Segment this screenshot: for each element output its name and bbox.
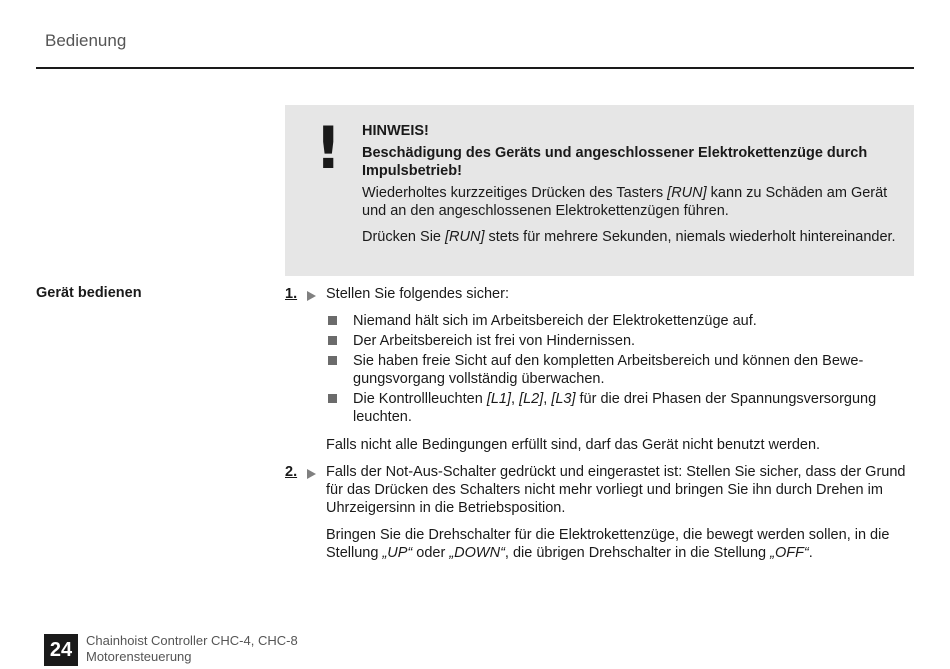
run-key: [RUN] — [445, 229, 485, 245]
run-key: [RUN] — [667, 185, 707, 201]
step-text: Falls der Not-Aus-Schalter gedrückt und eingerastet ist: Stellen Sie sicher, dass der Grund für das Drücken des Schalters nicht mehr vorliegt und bringen Sie ihn durch Drehen im Uhrzeigersinn in die Betriebsposition. — [326, 464, 906, 516]
square-bullet-icon — [328, 316, 337, 325]
notice-paragraph-2: Drücken Sie [RUN] stets für mehrere Sekunden, niemals wiederholt hintereinander. — [362, 229, 896, 245]
page-number: 24 — [44, 634, 78, 666]
step-text: Stellen Sie folgendes sicher: — [326, 286, 509, 302]
notice-title: HINWEIS! — [362, 123, 429, 139]
step-followup: Falls nicht alle Bedingungen erfüllt sind, darf das Gerät nicht benutzt werden. — [326, 437, 821, 453]
list-item: Die Kontrollleuchten [L1], [L2], [L3] für die drei Phasen der Spannungsversorgung leuchten. — [326, 390, 915, 426]
step-number: 1. — [285, 286, 298, 302]
notice-box — [285, 105, 914, 276]
step-arrow-icon — [307, 469, 316, 479]
header-rule — [36, 67, 914, 69]
footer-product: Chainhoist Controller CHC-4, CHC-8 — [86, 633, 298, 648]
step-1 — [285, 285, 915, 454]
bullet-list — [326, 312, 915, 426]
step-paragraph: Bringen Sie die Drehschalter für die Elektrokettenzüge, die bewegt werden sollen, in die Stellung „UP“ oder „DOWN“, die übrigen Drehschalter in die Stellung „OFF“. — [326, 527, 890, 561]
steps — [285, 285, 915, 571]
step-number: 2. — [285, 464, 298, 480]
list-item: Der Arbeitsbereich ist frei von Hindernissen. — [326, 332, 915, 350]
list-item: Niemand hält sich im Arbeitsbereich der Elektrokettenzüge auf. — [326, 312, 915, 330]
square-bullet-icon — [328, 394, 337, 403]
notice-text — [362, 122, 897, 254]
list-item: Sie haben freie Sicht auf den kompletten Arbeitsbereich und können den Bewegungsvorgang vollständig überwachen. — [326, 352, 915, 388]
footer-subtitle: Motorensteuerung — [86, 649, 192, 664]
step-2 — [285, 463, 915, 562]
notice-paragraph-1: Wiederholtes kurzzeitiges Drücken des Tasters [RUN] kann zu Schäden am Gerät und an den angeschlossenen Elektrokettenzügen führen. — [362, 185, 888, 219]
section-header: Bedienung — [45, 31, 127, 50]
notice-subtitle: Beschädigung des Geräts und angeschlossener Elektrokettenzüge durch Impulsbetrieb! — [362, 145, 868, 179]
exclamation-icon: ! — [315, 114, 342, 182]
square-bullet-icon — [328, 356, 337, 365]
step-arrow-icon — [307, 291, 316, 301]
square-bullet-icon — [328, 336, 337, 345]
side-heading: Gerät bedienen — [36, 285, 142, 301]
